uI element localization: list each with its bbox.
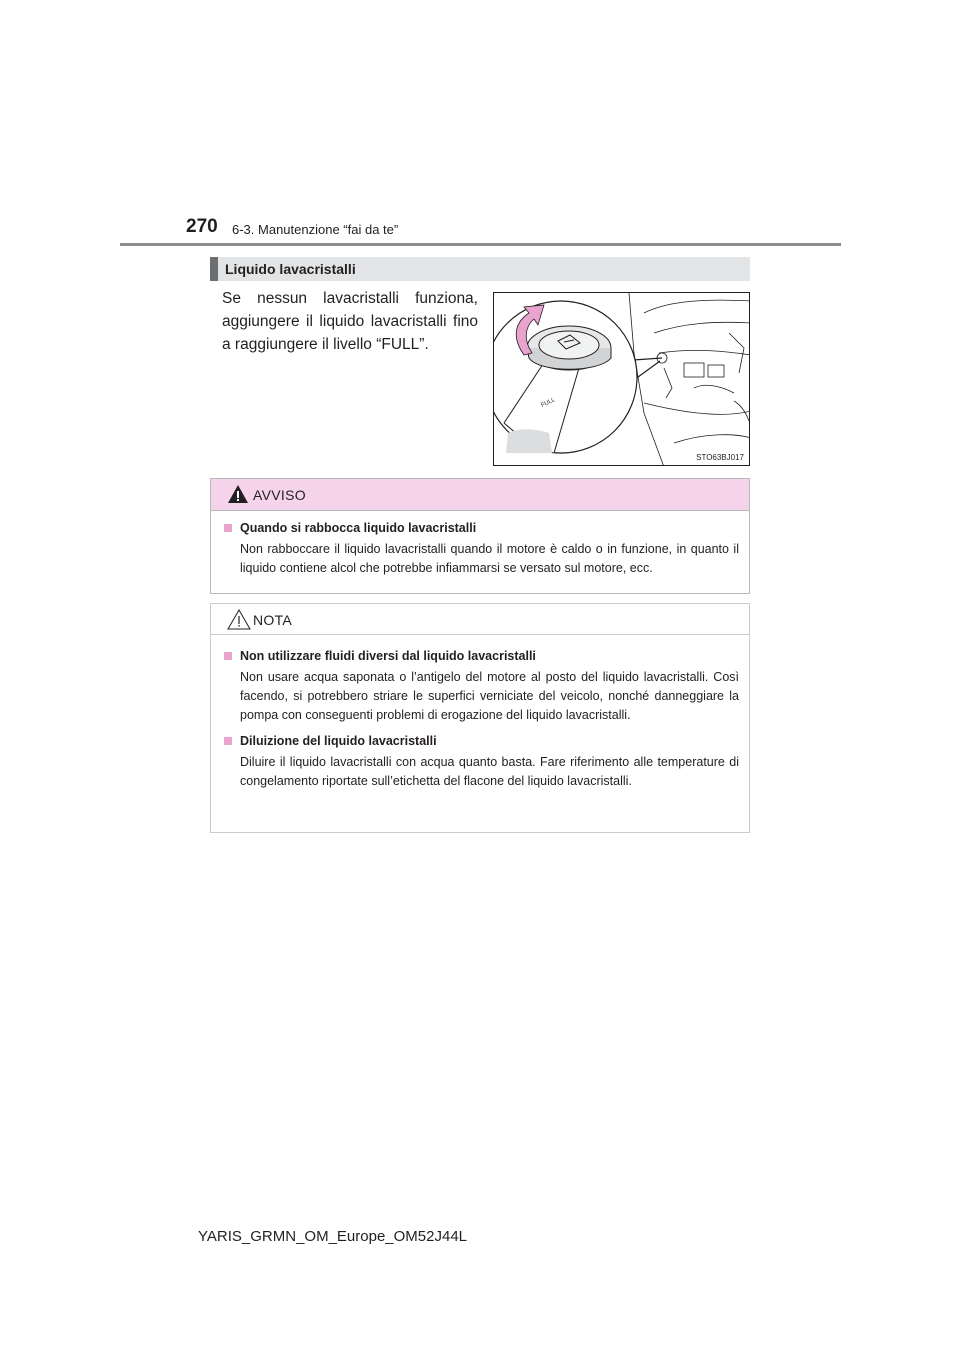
note-header <box>211 604 749 635</box>
note-item-title: Non utilizzare fluidi diversi dal liquido lavacristalli <box>211 647 749 665</box>
warning-item-title: Quando si rabbocca liquido lavacristalli <box>211 519 749 537</box>
warning-title: AVVISO <box>253 487 306 503</box>
bullet-square-icon <box>224 737 232 745</box>
figure-washer-reservoir <box>493 292 750 466</box>
warning-item-text: Non rabboccare il liquido lavacristalli quando il motore è caldo o in funzione, in quanto il liquido contiene alcol che potrebbe infiammarsi se versato sul motore, ecc. <box>240 542 739 575</box>
section-title: 6-3. Manutenzione “fai da te” <box>232 222 399 237</box>
full-level-label: FULL <box>540 397 557 409</box>
note-item-text: Diluire il liquido lavacristalli con acqua quanto basta. Fare riferimento alle temperature di congelamento riportate sull’etichetta del flacone del liquido lavacristalli. <box>240 755 739 788</box>
warning-header <box>211 479 749 511</box>
header-rule <box>120 243 841 246</box>
note-body <box>211 647 749 798</box>
bullet-square-icon <box>224 524 232 532</box>
warning-body <box>211 519 749 578</box>
bullet-square-icon <box>224 652 232 660</box>
note-item-text: Non usare acqua saponata o l’antigelo del motore al posto del liquido lavacristalli. Così facendo, si potrebbero striare le superfici verniciate del veicolo, nonché danneggiare la pompa con conseguenti problemi di erogazione del liquido lavacristalli. <box>240 670 739 722</box>
figure-code: STO63BJ017 <box>696 453 744 462</box>
section-heading: Liquido lavacristalli <box>210 257 750 281</box>
footer-doc-id: YARIS_GRMN_OM_Europe_OM52J44L <box>198 1228 468 1245</box>
note-box <box>210 603 750 833</box>
warning-triangle-icon <box>227 484 249 504</box>
warning-box <box>210 478 750 594</box>
page-number: 270 <box>186 216 218 237</box>
washer-reservoir-illustration <box>494 293 750 466</box>
caution-triangle-icon <box>227 609 251 630</box>
note-item-title: Diluizione del liquido lavacristalli <box>211 732 749 750</box>
intro-paragraph: Se nessun lavacristalli funziona, aggiungere il liquido lavacristalli fino a raggiungere il livello “FULL”. <box>222 290 478 353</box>
note-title: NOTA <box>253 612 293 628</box>
